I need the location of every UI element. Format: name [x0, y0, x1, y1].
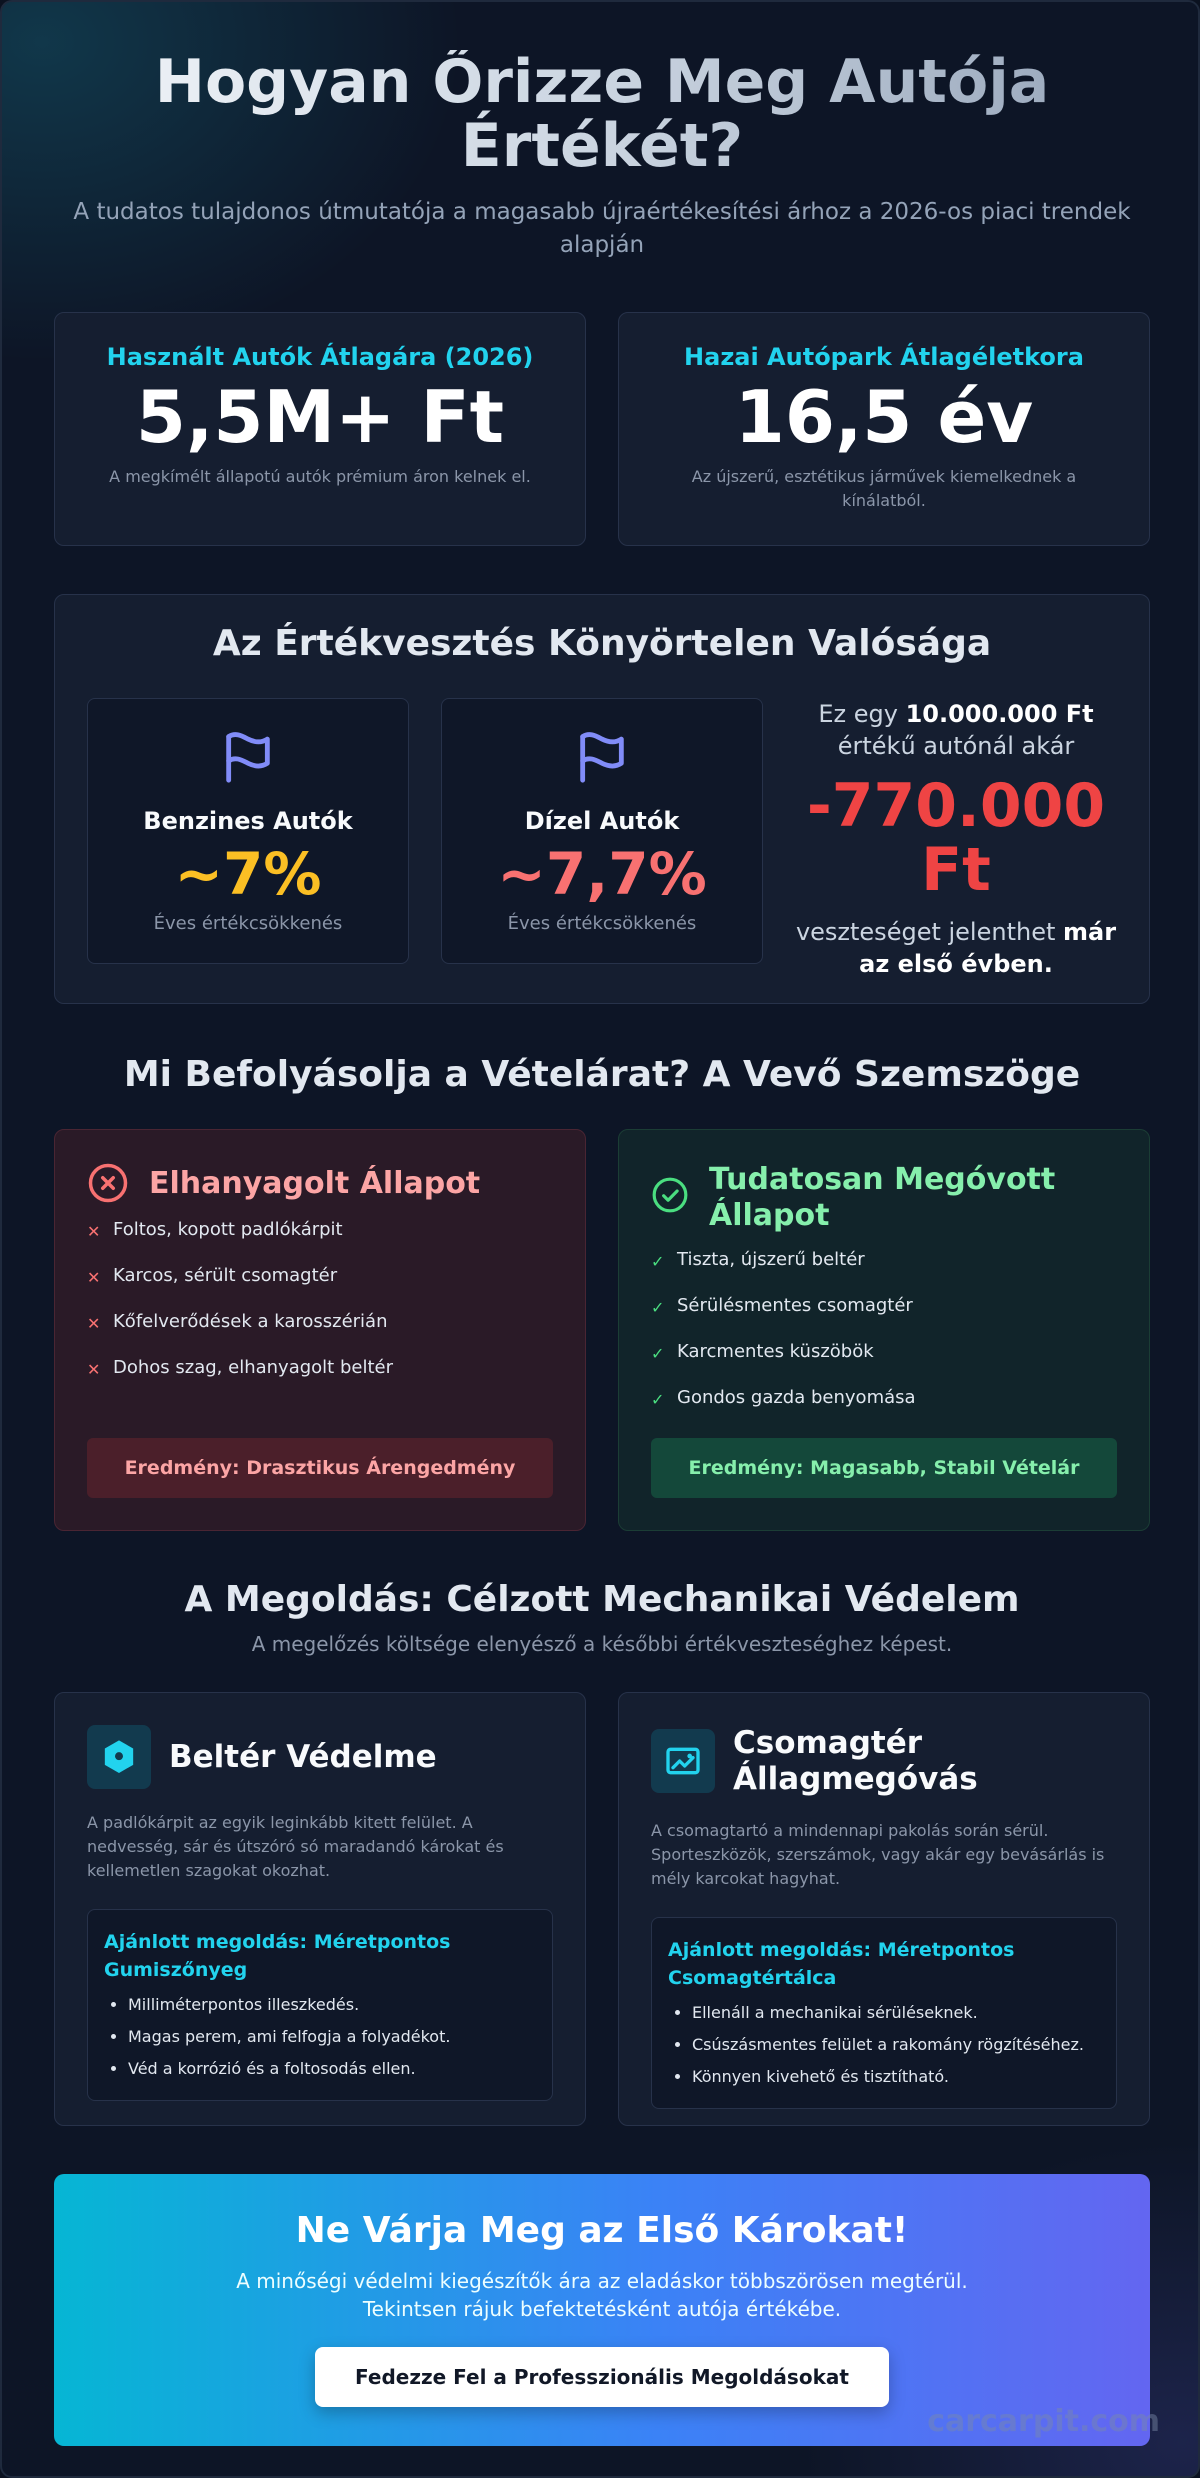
- stat-value: 16,5 év: [734, 375, 1034, 459]
- interior-header: [87, 1725, 553, 1789]
- solution-subtitle: A megelőzés költsége elenyésző a későbbi értékveszteséghez képest.: [251, 1632, 953, 1656]
- x-circle-icon: [87, 1162, 129, 1204]
- list-item: • Ellenáll a mechanikai sérüléseknek.: [692, 2002, 1100, 2024]
- cta-title: Ne Várja Meg az Első Károkat!: [295, 2210, 909, 2251]
- list-item: • Könnyen kivehető és tisztítható.: [692, 2066, 1100, 2088]
- stat-card-fleet-age: [618, 312, 1150, 546]
- loss-outro-bold: már az első évben.: [859, 918, 1117, 978]
- list-item: [651, 1294, 1117, 1320]
- page-title: Hogyan Őrizze Meg Autója Értékét?: [54, 50, 1150, 178]
- list-item-text: Sérülésmentes csomagtér: [677, 1295, 913, 1316]
- diesel-card: [441, 698, 763, 964]
- stats-row: [54, 312, 1150, 546]
- watermark-logo: carcarpit.com: [927, 2404, 1160, 2439]
- petrol-title: Benzines Autók: [143, 807, 353, 835]
- trunk-header: [651, 1725, 1117, 1797]
- list-item-text: Karcmentes küszöbök: [677, 1341, 874, 1362]
- loss-amount: -770.000 Ft: [806, 771, 1106, 905]
- list-item-text: Tiszta, újszerű beltér: [677, 1249, 865, 1270]
- list-item: [651, 1340, 1117, 1366]
- interior-protection-card: [54, 1692, 586, 2126]
- stat-description: A megkímélt állapotú autók prémium áron kelnek el.: [109, 467, 531, 486]
- flag-icon: [573, 727, 631, 785]
- mat-icon: [87, 1725, 151, 1789]
- depreciation-section: [54, 594, 1150, 1004]
- cta-line-1: A minőségi védelmi kiegészítők ára az eladáskor többszörösen megtérül.: [236, 2269, 968, 2293]
- list-item: [651, 1386, 1117, 1412]
- loss-intro-suffix: értékű autónál akár: [837, 732, 1075, 760]
- neglected-result: Eredmény: Drasztikus Árengedmény: [87, 1438, 553, 1498]
- trunk-protection-card: [618, 1692, 1150, 2126]
- list-item: [87, 1264, 553, 1290]
- page-subtitle: A tudatos tulajdonos útmutatója a magasabb újraértékesítési árhoz a 2026-os piaci trendek alapján: [73, 199, 1131, 258]
- check-mark-icon: ✓: [651, 1298, 665, 1317]
- stat-description: Az újszerű, esztétikus járművek kiemelkednek a kínálatból.: [691, 467, 1077, 510]
- stat-value: 5,5M+ Ft: [135, 375, 505, 459]
- neglected-list: [87, 1218, 553, 1382]
- loss-intro-text: Ez egy: [818, 700, 906, 728]
- content-wrapper: [54, 2, 1150, 2446]
- list-item: • Csúszásmentes felület a rakomány rögzítéséhez.: [692, 2034, 1100, 2056]
- depreciation-title: Az Értékvesztés Könyörtelen Valósága: [212, 623, 992, 664]
- neglected-header: [87, 1162, 553, 1204]
- depreciation-row: [87, 698, 1117, 980]
- list-item-text: Foltos, kopott padlókárpit: [113, 1219, 343, 1240]
- loss-intro: [795, 698, 1117, 762]
- diesel-percentage: ~7,7%: [497, 840, 707, 908]
- cta-text: [54, 2267, 1150, 2323]
- check-mark-icon: ✓: [651, 1252, 665, 1271]
- stat-card-average-price: [54, 312, 586, 546]
- explore-solutions-button[interactable]: Fedezze Fel a Professzionális Megoldásokat: [315, 2347, 889, 2407]
- hero-section: [54, 2, 1150, 262]
- loss-car-price: 10.000.000 Ft: [905, 700, 1094, 728]
- neglected-title: Elhanyagolt Állapot: [149, 1166, 481, 1201]
- interior-recommendation: [87, 1909, 553, 2101]
- solution-title: A Megoldás: Célzott Mechanikai Védelem: [184, 1579, 1020, 1620]
- trunk-title: Csomagtér Állagmegóvás: [733, 1725, 978, 1797]
- petrol-percentage: ~7%: [174, 840, 322, 908]
- diesel-subtitle: Éves értékcsökkenés: [507, 913, 697, 934]
- trunk-tray-icon: [651, 1729, 715, 1793]
- loss-callout: [795, 698, 1117, 980]
- list-item-text: Gondos gazda benyomása: [677, 1387, 916, 1408]
- interior-description: A padlókárpit az egyik leginkább kitett felület. A nedvesség, sár és útszóró só maradandó károkat és kellemetlen szagokat okozhat.: [87, 1813, 504, 1880]
- preserved-title: Tudatosan Megóvott Állapot: [709, 1162, 1056, 1233]
- check-mark-icon: ✓: [651, 1344, 665, 1363]
- list-item: [87, 1356, 553, 1382]
- list-item: • Véd a korrózió és a foltosodás ellen.: [128, 2058, 536, 2080]
- cross-mark-icon: ✕: [87, 1314, 101, 1333]
- preserved-result: Eredmény: Magasabb, Stabil Vételár: [651, 1438, 1117, 1498]
- check-circle-icon: [651, 1176, 689, 1214]
- trunk-benefits-list: [668, 2002, 1100, 2088]
- comparison-row: [54, 1129, 1150, 1531]
- petrol-card: [87, 698, 409, 964]
- stat-label: Hazai Autópark Átlagéletkora: [684, 343, 1084, 371]
- interior-title: Beltér Védelme: [169, 1739, 437, 1775]
- list-item: [87, 1310, 553, 1336]
- flag-icon: [219, 727, 277, 785]
- trunk-recommendation-title: Ajánlott megoldás: Méretpontos Csomagtértálca: [668, 1939, 1015, 1989]
- trunk-description: A csomagtartó a mindennapi pakolás során sérül. Sporteszközök, szerszámok, vagy akár egy bevásárlás is mély karcokat hagyhat.: [651, 1821, 1105, 1888]
- list-item: [87, 1218, 553, 1244]
- loss-outro-text: veszteséget jelenthet: [795, 918, 1063, 946]
- cross-mark-icon: ✕: [87, 1268, 101, 1287]
- factors-title: Mi Befolyásolja a Vételárat? A Vevő Szemszöge: [123, 1054, 1081, 1095]
- trunk-recommendation: [651, 1917, 1117, 2109]
- petrol-subtitle: Éves értékcsökkenés: [153, 913, 343, 934]
- list-item: • Magas perem, ami felfogja a folyadékot.: [128, 2026, 536, 2048]
- preserved-header: [651, 1162, 1117, 1234]
- preserved-condition-card: [618, 1129, 1150, 1531]
- check-mark-icon: ✓: [651, 1390, 665, 1409]
- preserved-list: [651, 1248, 1117, 1412]
- list-item-text: Dohos szag, elhanyagolt beltér: [113, 1357, 393, 1378]
- interior-benefits-list: [104, 1994, 536, 2080]
- list-item-text: Karcos, sérült csomagtér: [113, 1265, 338, 1286]
- cta-line-2: Tekintsen rájuk befektetésként autója értékébe.: [362, 2297, 842, 2321]
- cross-mark-icon: ✕: [87, 1222, 101, 1241]
- list-item: • Milliméterpontos illeszkedés.: [128, 1994, 536, 2016]
- loss-outro: [795, 916, 1117, 980]
- interior-recommendation-title: Ajánlott megoldás: Méretpontos Gumiszőnyeg: [104, 1931, 451, 1981]
- cross-mark-icon: ✕: [87, 1360, 101, 1379]
- list-item: [651, 1248, 1117, 1274]
- neglected-condition-card: [54, 1129, 586, 1531]
- stat-label: Használt Autók Átlagára (2026): [106, 343, 534, 371]
- solutions-row: [54, 1692, 1150, 2126]
- diesel-title: Dízel Autók: [524, 807, 680, 835]
- list-item-text: Kőfelverődések a karosszérián: [113, 1311, 388, 1332]
